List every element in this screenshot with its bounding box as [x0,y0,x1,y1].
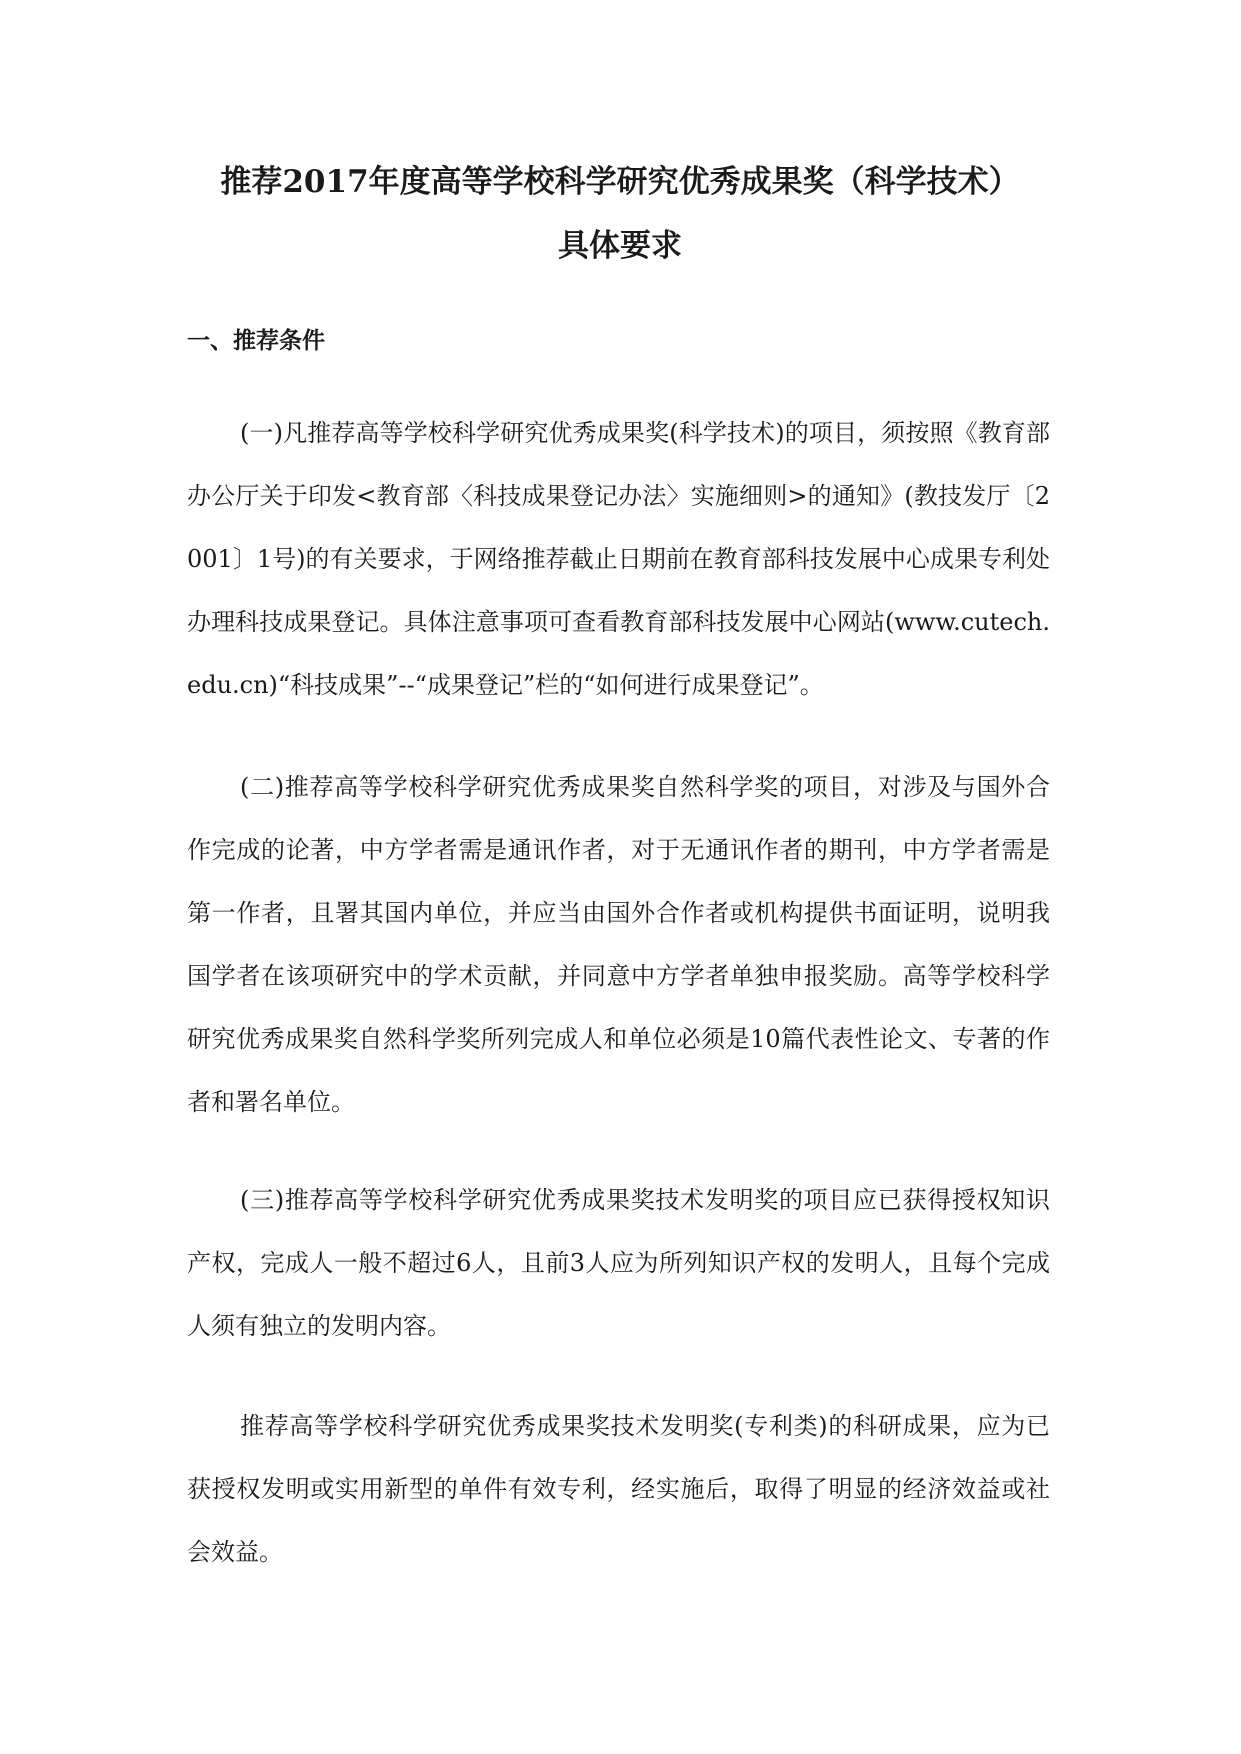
document-title-line-2: 具体要求 [558,228,682,264]
paragraph-4: 推荐高等学校科学研究优秀成果奖技术发明奖(专利类)的科研成果，应为已获授权发明或实用新型的单件有效专利，经实施后，取得了明显的经济效益或社会效益。 [187,1412,1050,1566]
paragraph-1: (一)凡推荐高等学校科学研究优秀成果奖(科学技术)的项目，须按照《教育部办公厅关于印发<教育部〈科技成果登记办法〉实施细则>的通知》(教技发厅〔2001〕1号)的有关要求，于网络推荐截止日期前在教育部科技发展中心成果专利处办理科技成果登记。具体注意事项可查看教育部科技发展中心网站(www.cutech.edu.cn)“科技成果”--“成果登记”栏的“如何进行成果登记”。 [187,419,1050,699]
section-heading: 一、推荐条件 [187,328,325,354]
paragraph-3: (三)推荐高等学校科学研究优秀成果奖技术发明奖的项目应已获得授权知识产权，完成人一般不超过6人，且前3人应为所列知识产权的发明人，且每个完成人须有独立的发明内容。 [187,1186,1050,1340]
document-title-line-1: 推荐2017年度高等学校科学研究优秀成果奖（科学技术） [220,164,1020,200]
paragraph-2: (二)推荐高等学校科学研究优秀成果奖自然科学奖的项目，对涉及与国外合作完成的论著，中方学者需是通讯作者，对于无通讯作者的期刊，中方学者需是第一作者，且署其国内单位，并应当由国外合作者或机构提供书面证明，说明我国学者在该项研究中的学术贡献，并同意中方学者单独申报奖励。高等学校科学研究优秀成果奖自然科学奖所列完成人和单位必须是10篇代表性论文、专著的作者和署名单位。 [187,773,1050,1116]
